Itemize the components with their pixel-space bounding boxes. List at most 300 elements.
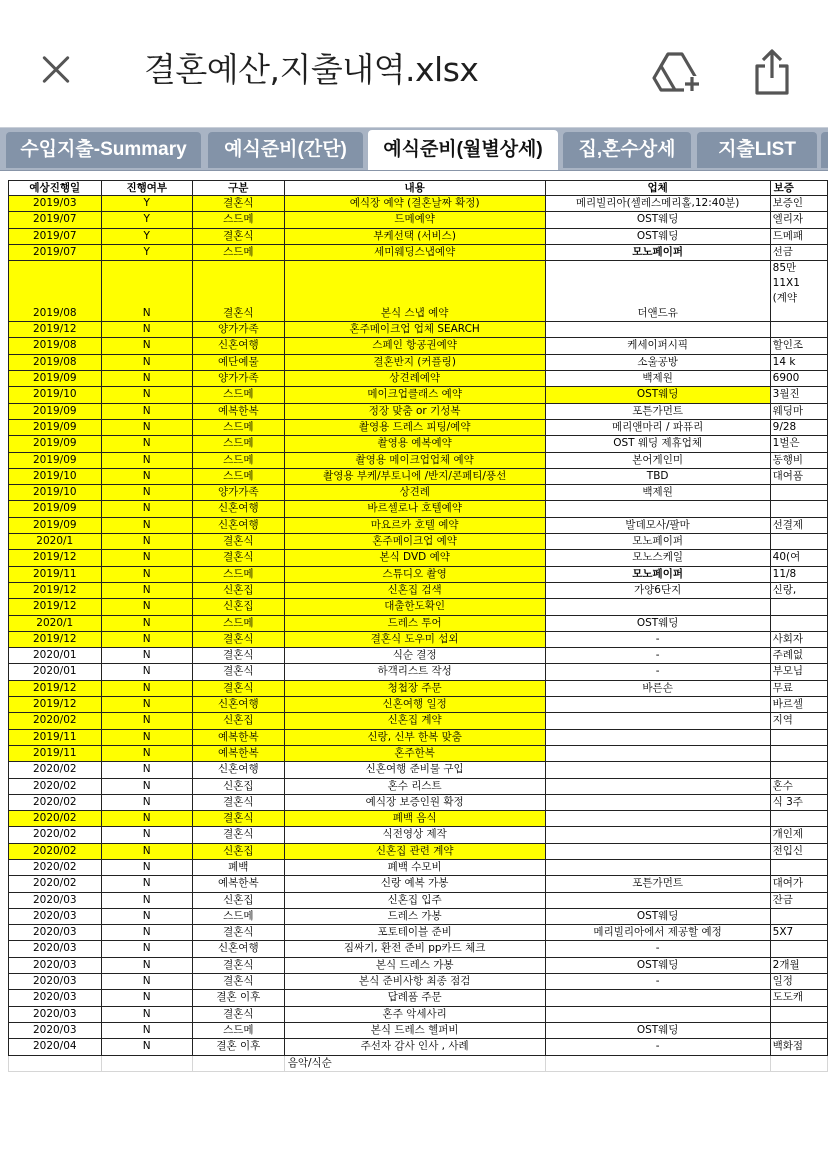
cell-vendor[interactable] xyxy=(545,859,770,875)
cell-date[interactable]: 2019/03 xyxy=(9,196,102,212)
tab-summary[interactable]: 수입지출-Summary xyxy=(6,132,201,168)
cell-category[interactable]: 결혼 이후 xyxy=(192,1039,284,1055)
cell-content[interactable]: 신혼여행 준비물 구입 xyxy=(284,762,545,778)
empty-cell[interactable] xyxy=(770,1055,827,1071)
cell-vendor[interactable]: - xyxy=(545,1039,770,1055)
cell-vendor[interactable] xyxy=(545,1006,770,1022)
cell-category[interactable]: 신혼집 xyxy=(192,843,284,859)
cell-category[interactable]: 예단예물 xyxy=(192,354,284,370)
cell-status[interactable]: N xyxy=(101,794,192,810)
cell-content[interactable]: 신혼집 입주 xyxy=(284,892,545,908)
cell-status[interactable]: N xyxy=(101,261,192,322)
cell-date[interactable]: 2019/12 xyxy=(9,697,102,713)
cell-vendor[interactable]: 소울공방 xyxy=(545,354,770,370)
cell-vendor[interactable]: 발데모사/팔마 xyxy=(545,517,770,533)
cell-content[interactable]: 바르셀로나 호텔예약 xyxy=(284,501,545,517)
cell-category[interactable]: 결혼식 xyxy=(192,794,284,810)
cell-vendor[interactable]: OST웨딩 xyxy=(545,908,770,924)
cell-status[interactable]: N xyxy=(101,745,192,761)
cell-status[interactable]: Y xyxy=(101,212,192,228)
cell-status[interactable]: N xyxy=(101,957,192,973)
cell-content[interactable]: 촬영용 메이크업업체 예약 xyxy=(284,452,545,468)
cell-category[interactable]: 스드메 xyxy=(192,468,284,484)
cell-vendor[interactable]: TBD xyxy=(545,468,770,484)
cell-vendor[interactable] xyxy=(545,745,770,761)
cell-note[interactable] xyxy=(770,762,827,778)
cell-note[interactable]: 11/8 xyxy=(770,566,827,582)
cell-date[interactable]: 2019/09 xyxy=(9,501,102,517)
cell-content[interactable]: 드레스 가봉 xyxy=(284,908,545,924)
cell-date[interactable]: 2019/10 xyxy=(9,387,102,403)
cell-note[interactable] xyxy=(770,1022,827,1038)
cell-note[interactable] xyxy=(770,534,827,550)
cell-category[interactable]: 예복한복 xyxy=(192,729,284,745)
cell-date[interactable]: 2019/09 xyxy=(9,371,102,387)
cell-date[interactable]: 2020/1 xyxy=(9,615,102,631)
cell-status[interactable]: N xyxy=(101,387,192,403)
cell-vendor[interactable]: 백제원 xyxy=(545,371,770,387)
cell-content[interactable]: 본식 DVD 예약 xyxy=(284,550,545,566)
cell-status[interactable]: N xyxy=(101,485,192,501)
cell-status[interactable]: Y xyxy=(101,196,192,212)
cell-content[interactable]: 본식 드레스 가봉 xyxy=(284,957,545,973)
cell-vendor[interactable]: 모노페이퍼 xyxy=(545,244,770,260)
cell-note[interactable]: 지역 xyxy=(770,713,827,729)
cell-status[interactable]: N xyxy=(101,517,192,533)
cell-content[interactable]: 스페인 항공권예약 xyxy=(284,338,545,354)
cell-category[interactable]: 신혼여행 xyxy=(192,697,284,713)
cell-category[interactable]: 결혼식 xyxy=(192,261,284,322)
cell-vendor[interactable]: 메리앤마리 / 파퓨리 xyxy=(545,419,770,435)
cell-content[interactable]: 포토테이블 준비 xyxy=(284,925,545,941)
cell-category[interactable]: 양가가족 xyxy=(192,322,284,338)
cell-status[interactable]: N xyxy=(101,615,192,631)
cell-vendor[interactable]: 더앤드유 xyxy=(545,261,770,322)
cell-status[interactable]: N xyxy=(101,990,192,1006)
cell-note[interactable]: 1벌은 xyxy=(770,436,827,452)
cell-date[interactable]: 2019/08 xyxy=(9,338,102,354)
cell-date[interactable]: 2019/11 xyxy=(9,729,102,745)
cell-vendor[interactable] xyxy=(545,713,770,729)
cell-content[interactable]: 폐백 수모비 xyxy=(284,859,545,875)
cell-vendor[interactable]: OST웨딩 xyxy=(545,212,770,228)
cell-vendor[interactable] xyxy=(545,599,770,615)
cell-vendor[interactable] xyxy=(545,843,770,859)
tab-prep-monthly[interactable]: 예식준비(월별상세) xyxy=(368,130,558,170)
cell-category[interactable]: 신혼집 xyxy=(192,778,284,794)
cell-status[interactable]: N xyxy=(101,778,192,794)
cell-status[interactable]: N xyxy=(101,452,192,468)
cell-content[interactable]: 촬영용 드레스 피팅/예약 xyxy=(284,419,545,435)
cell-note[interactable]: 도도캐 xyxy=(770,990,827,1006)
cell-note[interactable]: 백화점 xyxy=(770,1039,827,1055)
cell-status[interactable]: N xyxy=(101,697,192,713)
cell-status[interactable]: N xyxy=(101,468,192,484)
cell-category[interactable]: 스드메 xyxy=(192,419,284,435)
cell-note[interactable] xyxy=(770,485,827,501)
cell-status[interactable]: N xyxy=(101,338,192,354)
cell-note[interactable]: 3월진 xyxy=(770,387,827,403)
cell-note[interactable]: 보증인 xyxy=(770,196,827,212)
cell-status[interactable]: N xyxy=(101,974,192,990)
cell-date[interactable]: 2019/12 xyxy=(9,680,102,696)
cell-content[interactable]: 답례품 주문 xyxy=(284,990,545,1006)
cell-status[interactable]: Y xyxy=(101,244,192,260)
cell-status[interactable]: N xyxy=(101,664,192,680)
cell-category[interactable]: 결혼식 xyxy=(192,827,284,843)
cell-date[interactable]: 2019/07 xyxy=(9,244,102,260)
cell-note[interactable]: 대여가 xyxy=(770,876,827,892)
cell-category[interactable]: 신혼집 xyxy=(192,582,284,598)
cell-category[interactable]: 결혼 이후 xyxy=(192,990,284,1006)
cell-status[interactable]: N xyxy=(101,876,192,892)
cell-vendor[interactable] xyxy=(545,778,770,794)
cell-date[interactable]: 2020/03 xyxy=(9,1022,102,1038)
cell-vendor[interactable]: OST 웨딩 제휴업체 xyxy=(545,436,770,452)
cell-note[interactable]: 6900 xyxy=(770,371,827,387)
cell-vendor[interactable] xyxy=(545,827,770,843)
cell-vendor[interactable] xyxy=(545,762,770,778)
cell-vendor[interactable]: 메리빌리아(셀레스메리홀,12:40분) xyxy=(545,196,770,212)
cell-status[interactable]: N xyxy=(101,371,192,387)
cell-content[interactable]: 주선자 감사 인사 , 사례 xyxy=(284,1039,545,1055)
cell-content[interactable]: 신혼집 계약 xyxy=(284,713,545,729)
cell-vendor[interactable]: 백제원 xyxy=(545,485,770,501)
cell-note[interactable]: 무료 xyxy=(770,680,827,696)
cell-date[interactable]: 2020/03 xyxy=(9,1006,102,1022)
cell-date[interactable]: 2020/03 xyxy=(9,957,102,973)
empty-cell[interactable] xyxy=(545,1055,770,1071)
cell-note[interactable]: 5X7 xyxy=(770,925,827,941)
cell-note[interactable] xyxy=(770,501,827,517)
cell-status[interactable]: N xyxy=(101,729,192,745)
cell-vendor[interactable]: - xyxy=(545,664,770,680)
cell-note[interactable] xyxy=(770,322,827,338)
cell-note[interactable]: 동행비 xyxy=(770,452,827,468)
cell-date[interactable]: 2019/09 xyxy=(9,436,102,452)
cell-note[interactable]: 혼수 xyxy=(770,778,827,794)
cell-category[interactable]: 결혼식 xyxy=(192,1006,284,1022)
cell-note[interactable]: 주례없 xyxy=(770,648,827,664)
cell-status[interactable]: N xyxy=(101,648,192,664)
cell-note[interactable]: 바르셀 xyxy=(770,697,827,713)
cell-content[interactable]: 세미웨딩스냅예약 xyxy=(284,244,545,260)
cell-date[interactable]: 2019/09 xyxy=(9,452,102,468)
cell-content[interactable]: 신랑, 신부 한복 맞춤 xyxy=(284,729,545,745)
cell-content[interactable]: 혼주메이크업 업체 SEARCH xyxy=(284,322,545,338)
cell-content[interactable]: 신혼여행 일정 xyxy=(284,697,545,713)
cell-content[interactable]: 촬영용 예복예약 xyxy=(284,436,545,452)
cell-note[interactable]: 잔금 xyxy=(770,892,827,908)
add-to-drive-icon[interactable] xyxy=(650,50,702,94)
cell-date[interactable]: 2020/03 xyxy=(9,892,102,908)
cell-category[interactable]: 신혼여행 xyxy=(192,517,284,533)
cell-content[interactable]: 정장 맞춤 or 기성복 xyxy=(284,403,545,419)
cell-date[interactable]: 2019/11 xyxy=(9,566,102,582)
cell-content[interactable]: 대출한도확인 xyxy=(284,599,545,615)
cell-vendor[interactable]: 가양6단지 xyxy=(545,582,770,598)
cell-vendor[interactable]: 메리빌리아에서 제공할 예정 xyxy=(545,925,770,941)
cell-category[interactable]: 스드메 xyxy=(192,387,284,403)
cell-category[interactable]: 결혼식 xyxy=(192,534,284,550)
cell-category[interactable]: 양가가족 xyxy=(192,485,284,501)
cell-note[interactable]: 14 k xyxy=(770,354,827,370)
cell-category[interactable]: 스드메 xyxy=(192,212,284,228)
cell-note[interactable] xyxy=(770,941,827,957)
cell-content[interactable]: 식순 결정 xyxy=(284,648,545,664)
cell-date[interactable]: 2020/01 xyxy=(9,648,102,664)
cell-content[interactable]: 상견례예약 xyxy=(284,371,545,387)
cell-category[interactable]: 예복한복 xyxy=(192,876,284,892)
cell-content[interactable]: 촬영용 부케/부토니에 /반지/콘페티/풍선 xyxy=(284,468,545,484)
cell-vendor[interactable]: 포튼가먼트 xyxy=(545,403,770,419)
cell-status[interactable]: N xyxy=(101,534,192,550)
cell-date[interactable]: 2020/02 xyxy=(9,794,102,810)
cell-date[interactable]: 2019/12 xyxy=(9,550,102,566)
cell-content[interactable]: 드레스 투어 xyxy=(284,615,545,631)
cell-vendor[interactable]: 모노페이퍼 xyxy=(545,566,770,582)
cell-content[interactable]: 식전영상 제작 xyxy=(284,827,545,843)
cell-content[interactable]: 신랑 예복 가봉 xyxy=(284,876,545,892)
cell-note[interactable]: 선금 xyxy=(770,244,827,260)
cell-trailing-note[interactable]: 음악/식순 xyxy=(284,1055,545,1071)
cell-status[interactable]: N xyxy=(101,680,192,696)
cell-date[interactable]: 2020/03 xyxy=(9,990,102,1006)
cell-date[interactable]: 2019/08 xyxy=(9,354,102,370)
cell-category[interactable]: 예복한복 xyxy=(192,745,284,761)
cell-category[interactable]: 결혼식 xyxy=(192,925,284,941)
cell-content[interactable]: 폐백 음식 xyxy=(284,811,545,827)
cell-category[interactable]: 신혼여행 xyxy=(192,338,284,354)
cell-category[interactable]: 스드메 xyxy=(192,452,284,468)
cell-note[interactable]: 40(여 xyxy=(770,550,827,566)
cell-date[interactable]: 2020/02 xyxy=(9,713,102,729)
cell-date[interactable]: 2019/12 xyxy=(9,631,102,647)
cell-category[interactable]: 결혼식 xyxy=(192,550,284,566)
cell-content[interactable]: 본식 드레스 헬퍼비 xyxy=(284,1022,545,1038)
cell-note[interactable]: 9/28 xyxy=(770,419,827,435)
cell-category[interactable]: 신혼여행 xyxy=(192,941,284,957)
cell-vendor[interactable]: OST웨딩 xyxy=(545,387,770,403)
cell-vendor[interactable]: OST웨딩 xyxy=(545,615,770,631)
cell-date[interactable]: 2019/10 xyxy=(9,468,102,484)
cell-note[interactable]: 85만 11X1 (계약 xyxy=(770,261,827,322)
cell-vendor[interactable]: 모노페이퍼 xyxy=(545,534,770,550)
cell-content[interactable]: 예식장 보증인원 확정 xyxy=(284,794,545,810)
cell-date[interactable]: 2019/12 xyxy=(9,582,102,598)
cell-status[interactable]: N xyxy=(101,403,192,419)
cell-vendor[interactable] xyxy=(545,794,770,810)
cell-note[interactable]: 대여품 xyxy=(770,468,827,484)
cell-status[interactable]: Y xyxy=(101,228,192,244)
cell-date[interactable]: 2020/02 xyxy=(9,876,102,892)
cell-status[interactable]: N xyxy=(101,1039,192,1055)
cell-content[interactable]: 부케선택 (서비스) xyxy=(284,228,545,244)
cell-category[interactable]: 스드메 xyxy=(192,908,284,924)
cell-status[interactable]: N xyxy=(101,354,192,370)
cell-content[interactable]: 본식 준비사항 최종 점검 xyxy=(284,974,545,990)
cell-note[interactable]: 할인조 xyxy=(770,338,827,354)
cell-content[interactable]: 혼수 리스트 xyxy=(284,778,545,794)
cell-vendor[interactable] xyxy=(545,990,770,1006)
cell-vendor[interactable]: - xyxy=(545,974,770,990)
cell-category[interactable]: 예복한복 xyxy=(192,403,284,419)
cell-date[interactable]: 2020/03 xyxy=(9,908,102,924)
cell-status[interactable]: N xyxy=(101,501,192,517)
cell-category[interactable]: 폐백 xyxy=(192,859,284,875)
cell-status[interactable]: N xyxy=(101,631,192,647)
cell-content[interactable]: 드메예약 xyxy=(284,212,545,228)
tab-house[interactable]: 집,혼수상세 xyxy=(563,132,691,168)
cell-category[interactable]: 신혼집 xyxy=(192,599,284,615)
cell-status[interactable]: N xyxy=(101,550,192,566)
cell-category[interactable]: 신혼집 xyxy=(192,892,284,908)
empty-cell[interactable] xyxy=(192,1055,284,1071)
cell-status[interactable]: N xyxy=(101,419,192,435)
cell-vendor[interactable] xyxy=(545,501,770,517)
cell-vendor[interactable]: 본어게인미 xyxy=(545,452,770,468)
cell-date[interactable]: 2020/03 xyxy=(9,925,102,941)
cell-note[interactable] xyxy=(770,745,827,761)
cell-date[interactable]: 2019/07 xyxy=(9,212,102,228)
spreadsheet-grid[interactable] xyxy=(8,180,828,1082)
cell-note[interactable]: 드메패 xyxy=(770,228,827,244)
cell-category[interactable]: 결혼식 xyxy=(192,228,284,244)
cell-date[interactable]: 2020/1 xyxy=(9,534,102,550)
cell-date[interactable]: 2019/10 xyxy=(9,485,102,501)
cell-category[interactable]: 스드메 xyxy=(192,244,284,260)
cell-content[interactable]: 예식장 예약 (결혼날짜 확정) xyxy=(284,196,545,212)
cell-date[interactable]: 2020/02 xyxy=(9,859,102,875)
empty-cell[interactable] xyxy=(9,1055,102,1071)
cell-status[interactable]: N xyxy=(101,1006,192,1022)
cell-vendor[interactable] xyxy=(545,697,770,713)
cell-status[interactable]: N xyxy=(101,713,192,729)
cell-date[interactable]: 2019/09 xyxy=(9,403,102,419)
cell-status[interactable]: N xyxy=(101,599,192,615)
cell-note[interactable] xyxy=(770,729,827,745)
cell-status[interactable]: N xyxy=(101,827,192,843)
cell-vendor[interactable]: OST웨딩 xyxy=(545,228,770,244)
tab-more[interactable] xyxy=(821,132,828,168)
cell-note[interactable]: 개인제 xyxy=(770,827,827,843)
cell-vendor[interactable]: - xyxy=(545,941,770,957)
cell-status[interactable]: N xyxy=(101,436,192,452)
cell-content[interactable]: 혼주 악세사리 xyxy=(284,1006,545,1022)
cell-note[interactable] xyxy=(770,859,827,875)
cell-date[interactable]: 2020/02 xyxy=(9,843,102,859)
cell-note[interactable] xyxy=(770,615,827,631)
cell-content[interactable]: 메이크업클래스 예약 xyxy=(284,387,545,403)
cell-content[interactable]: 마요르카 호텔 예약 xyxy=(284,517,545,533)
cell-content[interactable]: 상견례 xyxy=(284,485,545,501)
cell-vendor[interactable]: 포튼가먼트 xyxy=(545,876,770,892)
cell-content[interactable]: 결혼식 도우미 섭외 xyxy=(284,631,545,647)
cell-date[interactable]: 2019/07 xyxy=(9,228,102,244)
cell-date[interactable]: 2020/02 xyxy=(9,762,102,778)
cell-vendor[interactable] xyxy=(545,322,770,338)
cell-status[interactable]: N xyxy=(101,925,192,941)
cell-category[interactable]: 신혼집 xyxy=(192,713,284,729)
cell-date[interactable]: 2019/09 xyxy=(9,419,102,435)
cell-date[interactable]: 2020/02 xyxy=(9,827,102,843)
cell-note[interactable] xyxy=(770,1006,827,1022)
cell-status[interactable]: N xyxy=(101,941,192,957)
cell-content[interactable]: 신혼집 검색 xyxy=(284,582,545,598)
cell-content[interactable]: 청첩장 주문 xyxy=(284,680,545,696)
cell-vendor[interactable]: 바른손 xyxy=(545,680,770,696)
share-icon[interactable] xyxy=(752,48,792,96)
cell-note[interactable] xyxy=(770,599,827,615)
cell-vendor[interactable]: - xyxy=(545,648,770,664)
cell-status[interactable]: N xyxy=(101,859,192,875)
cell-date[interactable]: 2020/04 xyxy=(9,1039,102,1055)
cell-date[interactable]: 2020/03 xyxy=(9,974,102,990)
cell-note[interactable] xyxy=(770,811,827,827)
cell-vendor[interactable] xyxy=(545,811,770,827)
cell-date[interactable]: 2020/02 xyxy=(9,811,102,827)
cell-status[interactable]: N xyxy=(101,582,192,598)
cell-date[interactable]: 2019/11 xyxy=(9,745,102,761)
cell-note[interactable]: 엘리자 xyxy=(770,212,827,228)
cell-date[interactable]: 2020/02 xyxy=(9,778,102,794)
cell-status[interactable]: N xyxy=(101,908,192,924)
cell-note[interactable]: 일정 xyxy=(770,974,827,990)
cell-status[interactable]: N xyxy=(101,322,192,338)
cell-note[interactable]: 웨딩마 xyxy=(770,403,827,419)
cell-date[interactable]: 2019/09 xyxy=(9,517,102,533)
tab-prep-simple[interactable]: 예식준비(간단) xyxy=(208,132,363,168)
cell-date[interactable]: 2019/12 xyxy=(9,599,102,615)
cell-content[interactable]: 짐싸기, 환전 준비 pp카드 체크 xyxy=(284,941,545,957)
cell-category[interactable]: 결혼식 xyxy=(192,680,284,696)
cell-category[interactable]: 스드메 xyxy=(192,566,284,582)
cell-note[interactable] xyxy=(770,908,827,924)
close-icon[interactable] xyxy=(36,50,76,90)
cell-status[interactable]: N xyxy=(101,762,192,778)
cell-category[interactable]: 결혼식 xyxy=(192,811,284,827)
cell-vendor[interactable]: OST웨딩 xyxy=(545,1022,770,1038)
cell-category[interactable]: 신혼여행 xyxy=(192,501,284,517)
cell-vendor[interactable]: 케세이퍼시픽 xyxy=(545,338,770,354)
cell-category[interactable]: 스드메 xyxy=(192,615,284,631)
cell-category[interactable]: 결혼식 xyxy=(192,957,284,973)
tab-expense-list[interactable]: 지출LIST xyxy=(697,132,817,168)
cell-category[interactable]: 결혼식 xyxy=(192,196,284,212)
cell-vendor[interactable] xyxy=(545,892,770,908)
empty-cell[interactable] xyxy=(101,1055,192,1071)
cell-vendor[interactable] xyxy=(545,729,770,745)
cell-category[interactable]: 결혼식 xyxy=(192,631,284,647)
cell-status[interactable]: N xyxy=(101,811,192,827)
cell-vendor[interactable]: 모노스케일 xyxy=(545,550,770,566)
cell-category[interactable]: 결혼식 xyxy=(192,974,284,990)
cell-note[interactable]: 전입신 xyxy=(770,843,827,859)
cell-date[interactable]: 2019/12 xyxy=(9,322,102,338)
cell-category[interactable]: 신혼여행 xyxy=(192,762,284,778)
cell-content[interactable]: 혼주한복 xyxy=(284,745,545,761)
cell-status[interactable]: N xyxy=(101,892,192,908)
cell-vendor[interactable]: - xyxy=(545,631,770,647)
cell-date[interactable]: 2020/03 xyxy=(9,941,102,957)
cell-note[interactable]: 2개월 xyxy=(770,957,827,973)
cell-note[interactable]: 사회자 xyxy=(770,631,827,647)
cell-content[interactable]: 본식 스냅 예약 xyxy=(284,261,545,322)
cell-status[interactable]: N xyxy=(101,843,192,859)
cell-status[interactable]: N xyxy=(101,566,192,582)
cell-category[interactable]: 양가가족 xyxy=(192,371,284,387)
cell-content[interactable]: 신혼집 관련 계약 xyxy=(284,843,545,859)
